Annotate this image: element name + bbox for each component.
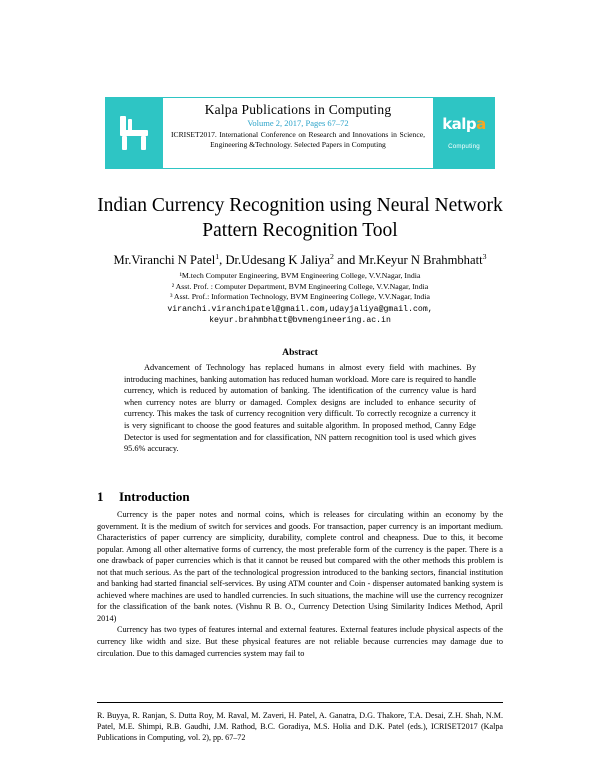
emails-block [60, 304, 540, 326]
abstract-body-text: Advancement of Technology has replaced humans in almost every field with machines. By introducing machines, banking automation has reduced human workload. More care is required to handle currency, which is reduced by automation of banking. The identification of the currency value is hard when currency notes are blurry or damaged. Complex designs are included to enhance security of currency. This makes the task of currency recognition very difficult. To correctly recognize a currency it is very significant to choose the good features and suitable algorithm. In proposed method, Canny Edge Detector is used for segmentation and for classification, NN pattern recognition tool is used which gives 95.6% accuracy. [124, 363, 476, 454]
section-heading [97, 489, 190, 505]
journal-banner [105, 97, 495, 169]
affiliation-item: ³ Asst. Prof.: Information Technology, BVM Engineering College, V.V.Nagar, India [170, 292, 430, 301]
section-body [97, 509, 503, 659]
email-line[interactable]: viranchi.viranchipatel@gmail.com,udayjaliya@gmail.com, [167, 305, 433, 314]
section-number: 1 [97, 489, 104, 504]
kalpa-wordmark: kalpa [442, 115, 486, 133]
journal-volume: Volume 2, 2017, Pages 67–72 [247, 118, 349, 128]
kalpa-subtitle: Computing [448, 143, 480, 150]
paragraph-text: Currency has two types of features internal and external features. External features include physical aspects of the currency like width and size. But these physical features are not reliable because currencies may damage due to circulation. Due to this damaged currencies system may fail to [97, 625, 503, 658]
kalpa-brand-block [433, 97, 495, 169]
paragraph [97, 509, 503, 624]
paragraph-text: Currency is the paper notes and normal coins, which is releases for circulating within an economy by the government. It is the medium of switch for services and goods. For transaction, paper currency is an important medium. Characteristics of paper currency are simplicity, durability, complete control and cheapness. Due to this, it become popular. Among all other alternative forms of currency, the most preferable form of the currency is the paper. There is a one drawback of paper currencies which is that it cannot be reused but compared with the other methods this problem is not that much serious. As the part of the technological progression introduced to the banking sectors, financial institution and banking had started financial self-services. By using ATM counter and Coin - dispenser automated banking system is achieved where machines are used to handled currencies. In such situations, the machine will use the currency recognizer for the classification of the bank notes. (Vishnu R B. O., Currency Detection Using Similarity Indices Method, April 2014) [97, 510, 503, 623]
chair-icon [117, 113, 151, 153]
footer-divider [97, 702, 503, 703]
affiliation-item: ¹M.tech Computer Engineering, BVM Engineering College, V.V.Nagar, India [179, 271, 421, 280]
section-title: Introduction [119, 489, 190, 504]
authors-line: Mr.Viranchi N Patel$^1$, Dr.Udesang K Jaliya$^2$ and Mr.Keyur N Brahmbhatt$^3$ [113, 251, 487, 267]
banner-logo-block [105, 97, 163, 169]
affiliation-item: ² Asst. Prof. : Computer Department, BVM Engineering College, V.V.Nagar, India [171, 281, 429, 291]
conference-info: ICRISET2017. International Conference on Research and Innovations in Science, Engineering &Technology. Selected Papers in Computing [171, 130, 425, 149]
page-title: Indian Currency Recognition using Neural Network Pattern Recognition Tool [97, 195, 503, 241]
affiliations-block [60, 271, 540, 303]
banner-text-block [163, 97, 433, 169]
abstract-text [124, 362, 476, 455]
abstract-heading: Abstract [282, 347, 318, 358]
journal-title: Kalpa Publications in Computing [204, 102, 392, 117]
footer-citation: R. Buyya, R. Ranjan, S. Dutta Roy, M. Raval, M. Zaveri, H. Patel, A. Ganatra, D.G. Thakore, T.A. Desai, Z.H. Shah, N.M. Patel, M.E. Shimpi, R.B. Gaudhi, J.M. Rathod, B.C. Goradiya, M.S. Holia and D.K. Patel (eds.), ICRISET2017 (Kalpa Publications in Computing, vol. 2), pp. 67–72 [97, 711, 503, 743]
email-line[interactable]: keyur.brahmbhatt@bvmengineering.ac.in [209, 316, 391, 325]
paragraph [97, 624, 503, 659]
